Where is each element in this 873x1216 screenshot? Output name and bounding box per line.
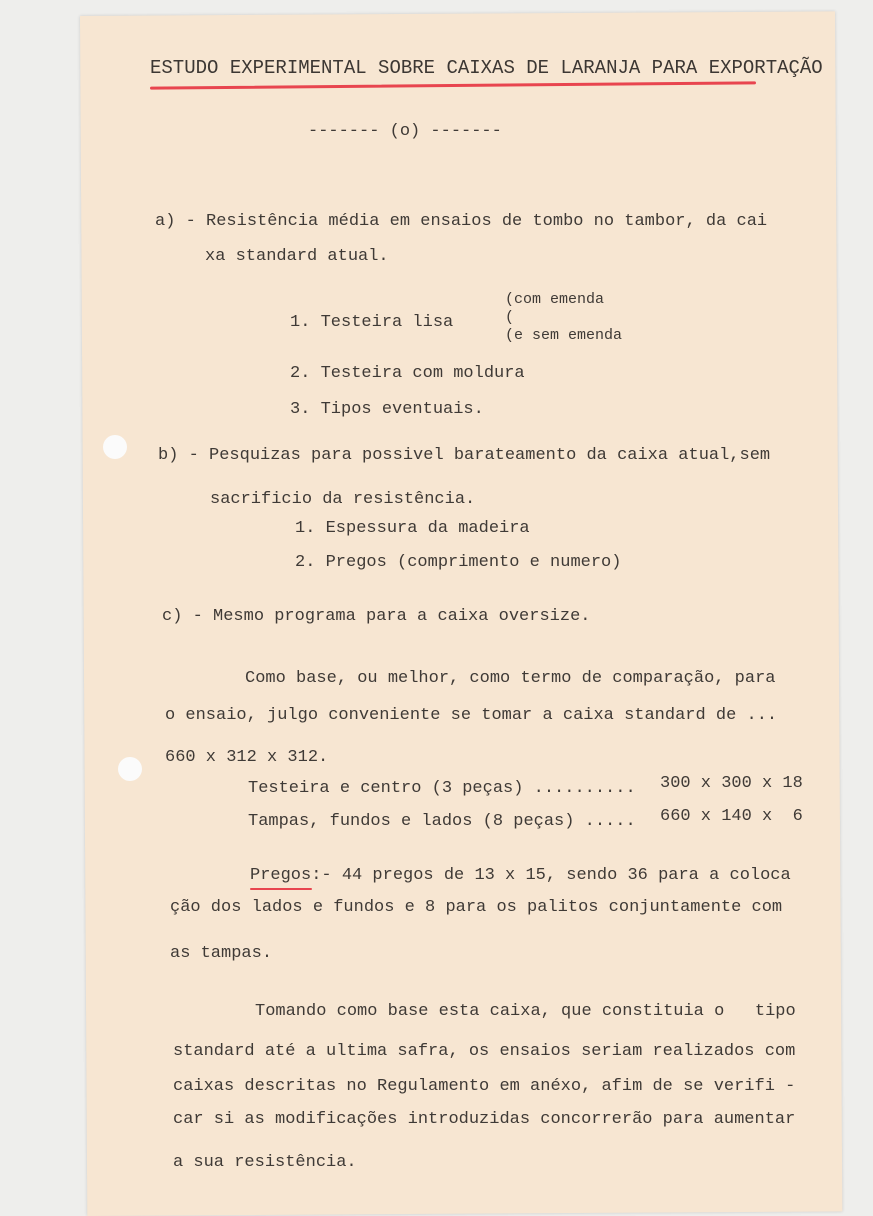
section-b-text: sacrificio da resistência. <box>210 490 476 509</box>
paragraph-text: caixas descritas no Regulamento em anéxo, afim de se verifi - <box>173 1077 796 1096</box>
section-a-text: xa standard atual. <box>205 247 389 266</box>
list-item-option: (com emenda <box>505 291 605 308</box>
list-item: 2. Testeira com moldura <box>290 364 525 383</box>
list-item-option: (e sem emenda <box>505 327 623 344</box>
paragraph-text: Tomando como base esta caixa, que constituia o tipo <box>255 1002 796 1021</box>
pregos-label: Pregos <box>250 866 312 885</box>
paragraph-text: car si as modificações introduzidas concorrerão para aumentar <box>173 1110 796 1129</box>
paragraph-text: a sua resistência. <box>173 1153 357 1172</box>
punch-hole <box>118 757 142 781</box>
pregos-line <box>250 866 791 886</box>
section-c-text: c) - Mesmo programa para a caixa oversize. <box>162 607 591 626</box>
document-title: ESTUDO EXPERIMENTAL SOBRE CAIXAS DE LARANJA PARA EXPORTAÇÃO <box>150 57 823 79</box>
paragraph-text: Como base, ou melhor, como termo de comparação, para <box>245 669 776 688</box>
dimension-value: 300 x 300 x 18 <box>660 774 803 793</box>
paragraph-text: standard até a ultima safra, os ensaios seriam realizados com <box>173 1042 796 1061</box>
pregos-underline <box>250 888 312 890</box>
dimension-label: Tampas, fundos e lados (8 peças) ..... <box>248 812 636 831</box>
punch-hole <box>103 435 127 459</box>
separator: ------- (o) ------- <box>308 122 502 141</box>
list-item: 3. Tipos eventuais. <box>290 400 484 419</box>
pregos-text: :- 44 pregos de 13 x 15, sendo 36 para a coloca <box>311 866 791 885</box>
list-item: 1. Testeira lisa <box>290 313 454 332</box>
list-item: 2. Pregos (comprimento e numero) <box>295 553 622 572</box>
list-item: 1. Espessura da madeira <box>295 519 530 538</box>
section-a-text: a) - Resistência média em ensaios de tombo no tambor, da cai <box>155 212 768 231</box>
section-b-text: b) - Pesquizas para possivel barateamento da caixa atual,sem <box>158 446 771 465</box>
paragraph-text: as tampas. <box>170 944 273 963</box>
list-item-option: ( <box>505 309 515 326</box>
paragraph-text: 660 x 312 x 312. <box>165 748 329 767</box>
paragraph-text: o ensaio, julgo conveniente se tomar a caixa standard de ... <box>165 706 778 725</box>
paragraph-text: ção dos lados e fundos e 8 para os palitos conjuntamente com <box>170 898 783 917</box>
dimension-label: Testeira e centro (3 peças) .......... <box>248 779 636 798</box>
dimension-value: 660 x 140 x 6 <box>660 807 803 826</box>
